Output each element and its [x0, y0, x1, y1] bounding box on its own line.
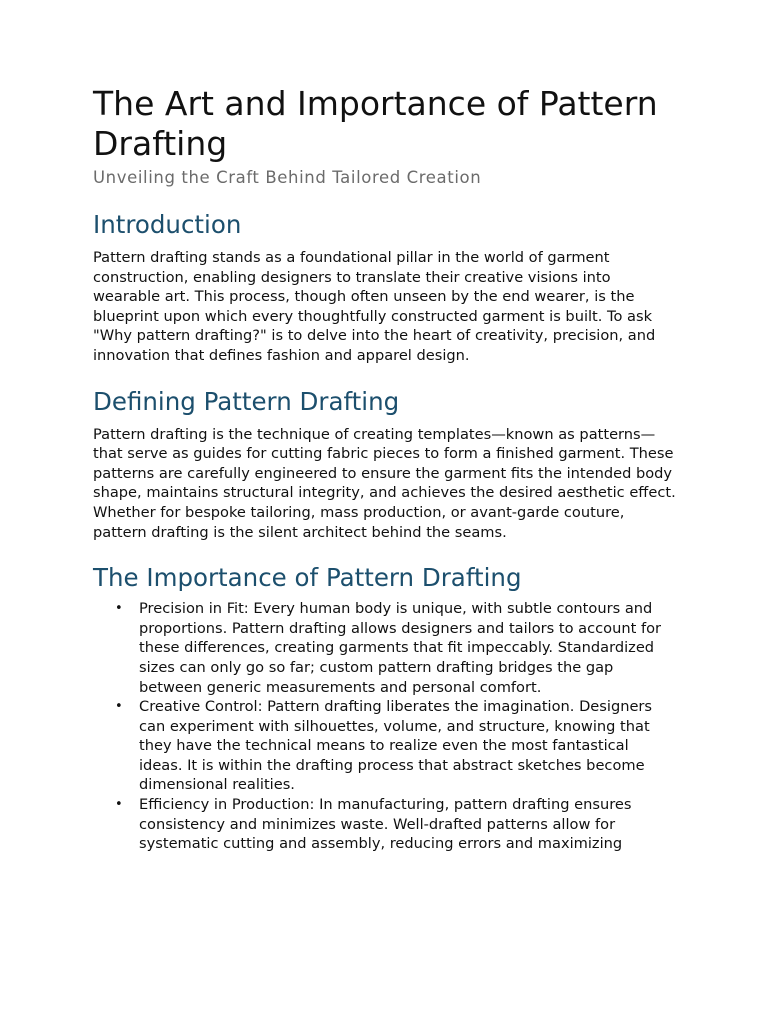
document-subtitle: Unveiling the Craft Behind Tailored Creation [93, 168, 482, 187]
list-item-text: Precision in Fit: Every human body is unique, with subtle contours and proportions. Pattern drafting allows designers and tailors to account for these differences, creating garments that fit impeccably. Standardized sizes can only go so far; custom pattern drafting bridges the gap between generic measurements and personal comfort. [139, 600, 662, 696]
section-heading-importance: The Importance of Pattern Drafting [93, 563, 522, 593]
section-heading-defining: Defining Pattern Drafting [93, 386, 400, 416]
defining-paragraph: Pattern drafting is the technique of creating templates—known as patterns—that serve as guides for cutting fabric pieces to form a finished garment. These patterns are carefully engineered to ensure the garment fits the intended body shape, maintains structural integrity, and achieves the desired aesthetic effect. Whether for bespoke tailoring, mass production, or avant-garde couture, pattern drafting is the silent architect behind the seams. [93, 425, 676, 541]
bullet-icon: • [115, 797, 123, 813]
bullet-icon: • [115, 699, 123, 715]
bullet-icon: • [115, 601, 123, 617]
list-item [115, 697, 676, 795]
list-item [115, 599, 676, 697]
section-heading-introduction: Introduction [93, 210, 242, 239]
importance-list [93, 599, 676, 854]
introduction-paragraph: Pattern drafting stands as a foundational pillar in the world of garment construction, enabling designers to translate their creative visions into wearable art. This process, though often unseen by the end wearer, is the blueprint upon which every thoughtfully constructed garment is built. To ask "Why pattern drafting?" is to delve into the heart of creativity, precision, and innovation that defines fashion and apparel design. [93, 249, 656, 364]
list-item [115, 795, 676, 854]
list-item-text: Creative Control: Pattern drafting liberates the imagination. Designers can experiment with silhouettes, volume, and structure, knowing that they have the technical means to realize even the most fantastical ideas. It is within the drafting process that abstract sketches become dimensional realities. [139, 698, 653, 794]
document-title: The Art and Importance of Pattern Drafting [93, 84, 658, 163]
list-item-text: Efficiency in Production: In manufacturing, pattern drafting ensures consistency and minimizes waste. Well-drafted patterns allow for systematic cutting and assembly, reducing errors and maximizing [139, 796, 632, 853]
